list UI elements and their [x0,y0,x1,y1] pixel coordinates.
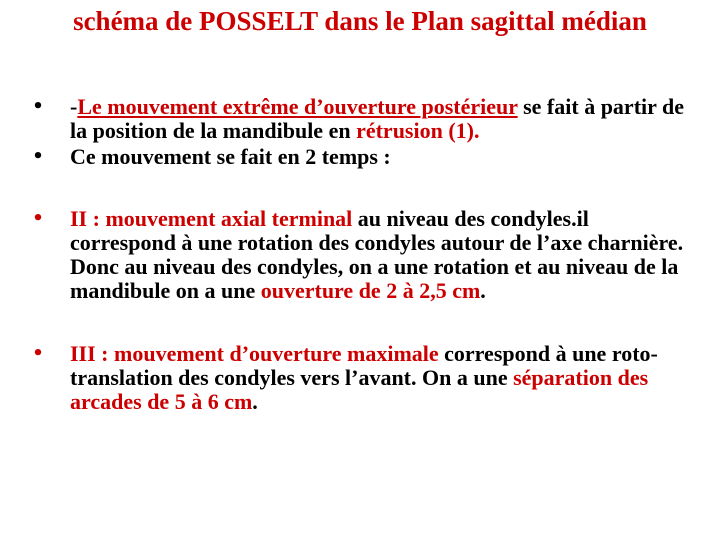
bullet-icon: • [32,96,44,117]
two-phases-text: Ce mouvement se fait en 2 temps : [70,144,391,169]
maximal-opening-heading: III : mouvement d’ouverture maximale [70,341,439,366]
opening-range-label: ouverture de 2 à 2,5 cm [260,278,481,303]
maximal-opening-text: correspond à une roto-translation des condyles vers l’avant. On a une [70,341,658,390]
posterior-opening-text: se fait à partir de la position de la mandibule en [70,94,685,143]
bullet-item-axial-terminal [28,207,698,303]
bullet-item-two-phases [28,145,698,169]
bullet-icon: • [32,208,44,229]
bullet-list [28,95,698,414]
bullet-item-maximal-opening [28,342,698,414]
bullet-item-posterior-opening [28,95,698,143]
arch-separation-label: séparation des arcades de 5 à 6 cm [70,365,649,414]
bullet-prefix: - [70,94,78,119]
axial-terminal-heading: II : mouvement axial terminal [70,206,353,231]
maximal-opening-end: . [252,389,258,414]
axial-terminal-end: . [480,278,486,303]
bullet-icon: • [32,146,44,167]
retrusion-label: rétrusion (1). [356,118,480,143]
axial-terminal-text: au niveau des condyles.il correspond à une rotation des condyles autour de l’axe charnière. Donc au niveau des condyles, on a une rotation et au niveau de la mandibule on a une [70,206,684,303]
bullet-icon: • [32,343,44,364]
posterior-opening-heading: Le mouvement extrême d’ouverture postérieur [77,94,518,119]
slide-title: schéma de POSSELT dans le Plan sagittal médian [73,6,647,36]
